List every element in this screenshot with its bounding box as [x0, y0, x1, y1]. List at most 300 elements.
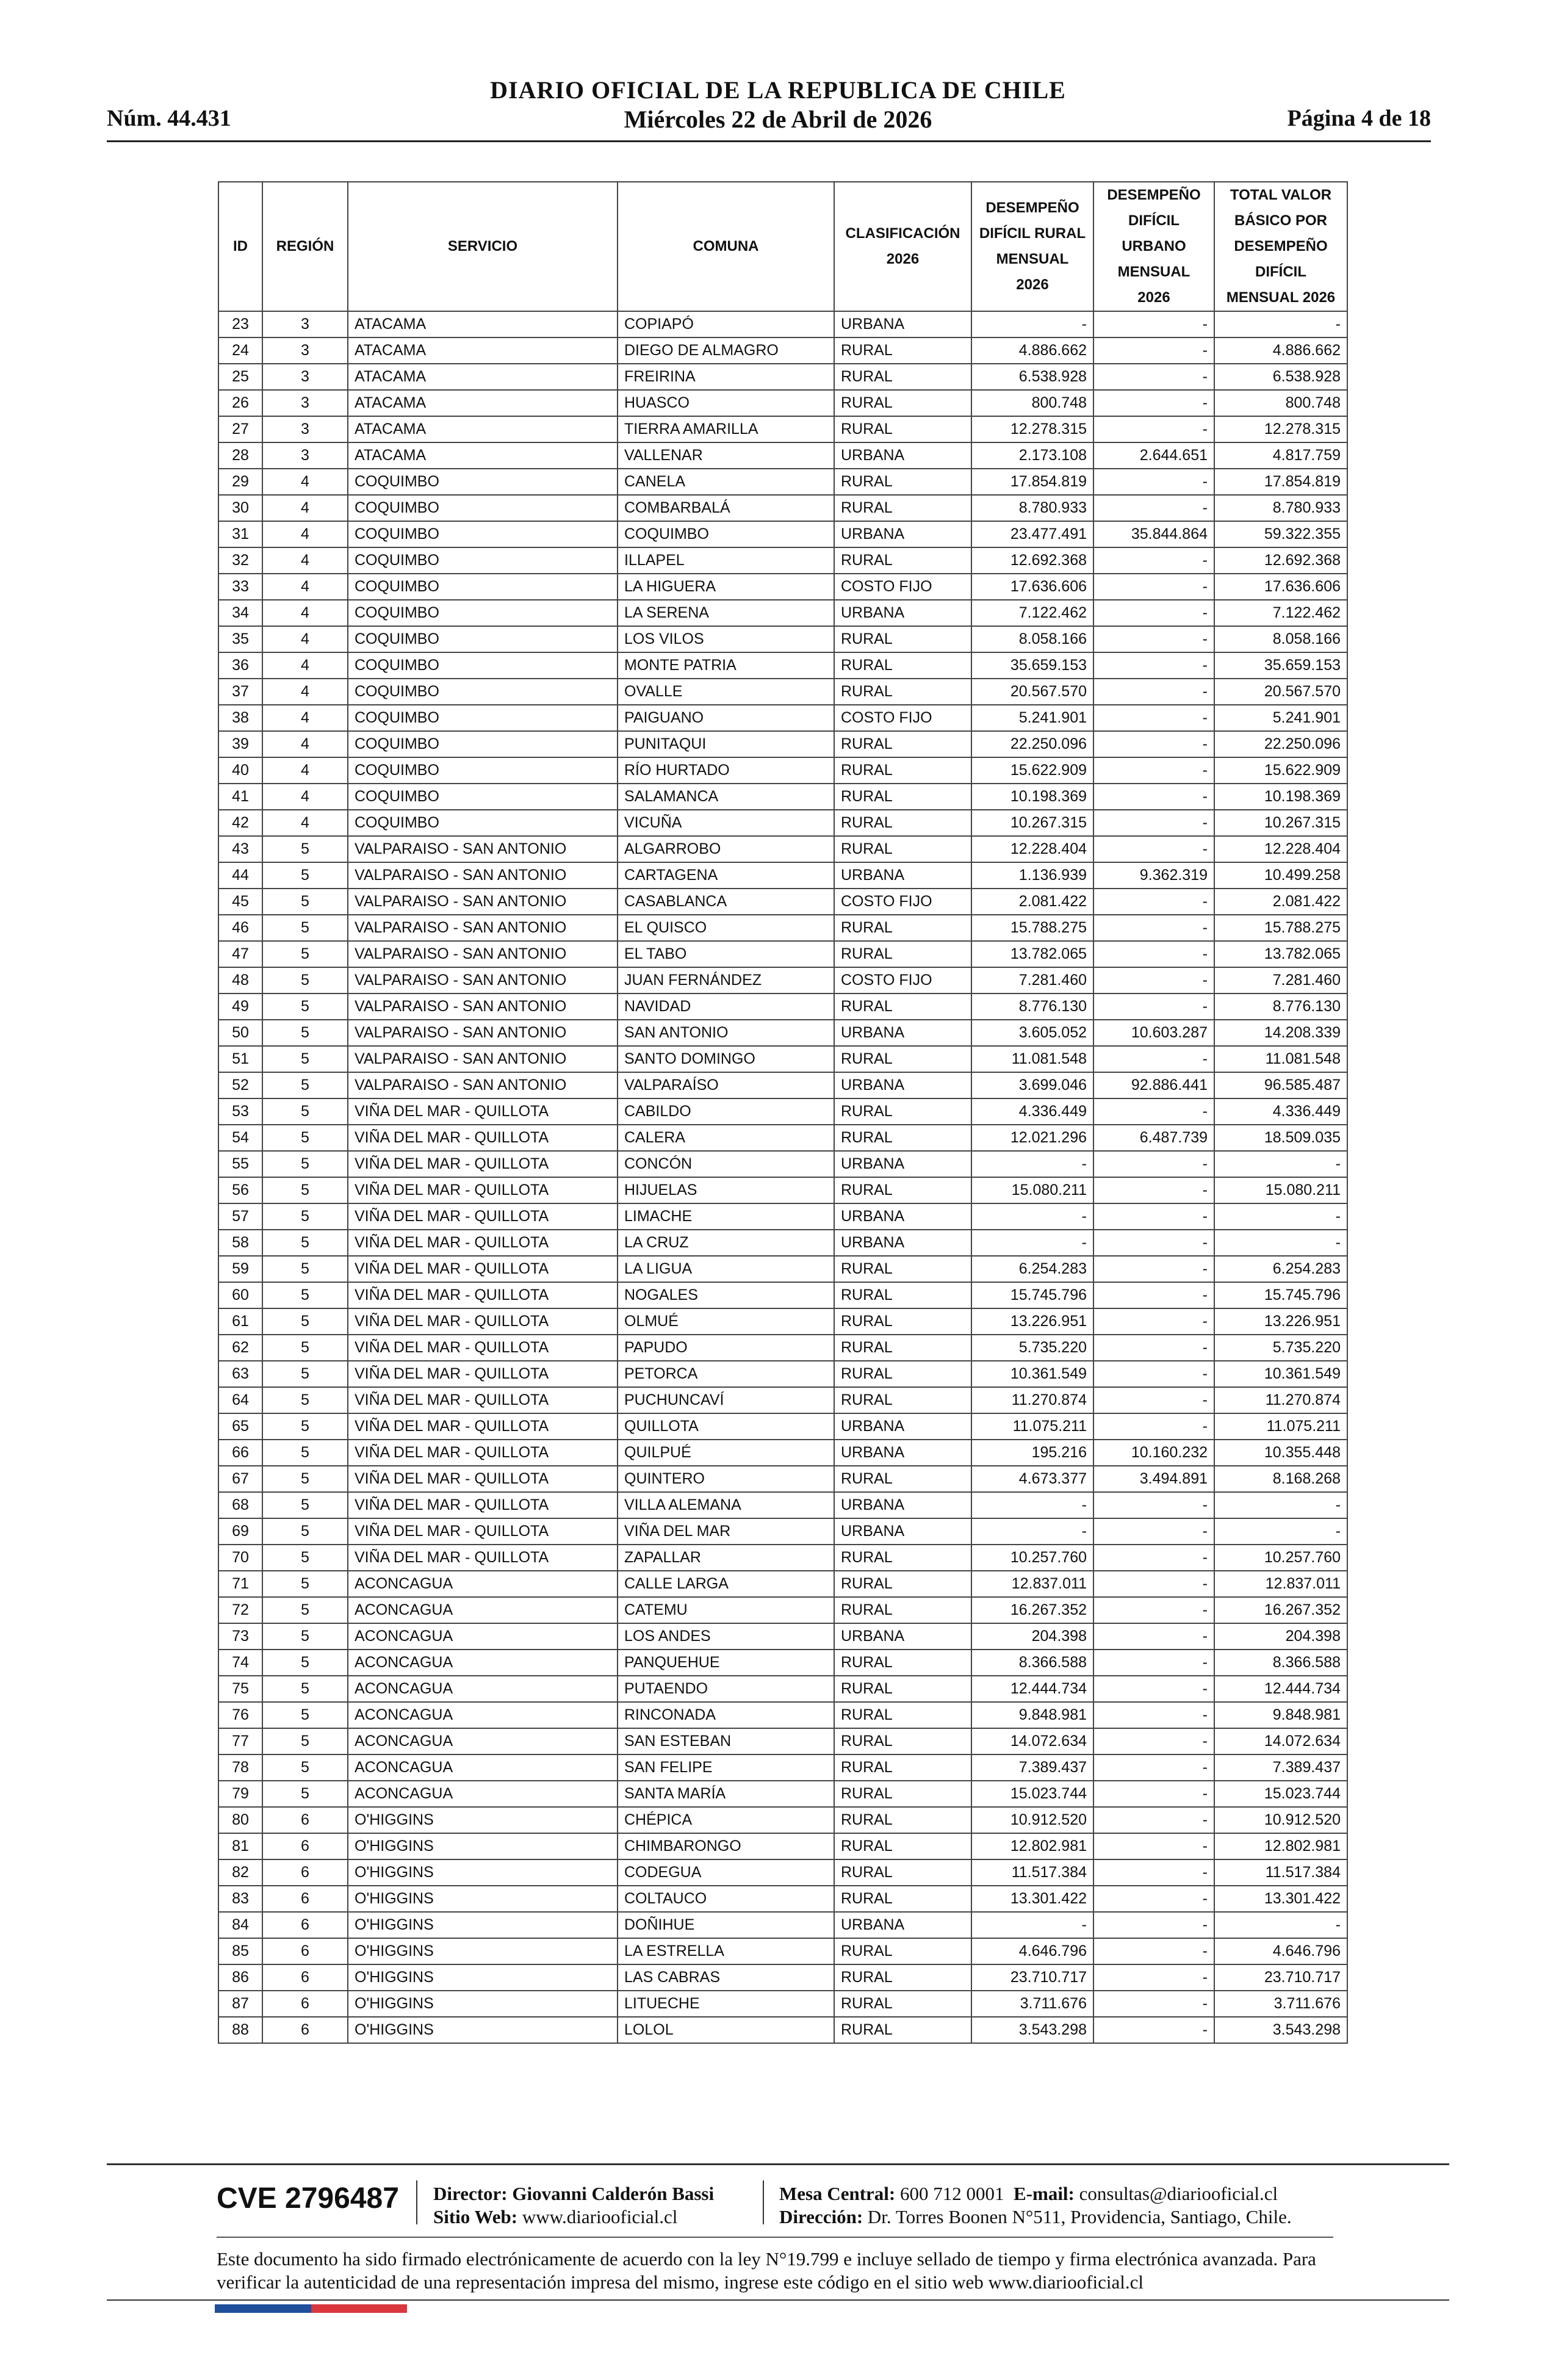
- cell-rural-amount: 13.782.065: [971, 941, 1093, 967]
- cell-urban-amount: -: [1093, 547, 1214, 574]
- cell-total-amount: 10.912.520: [1214, 1807, 1347, 1833]
- table-row: [218, 600, 1347, 626]
- cell-classification: URBANA: [834, 1072, 971, 1098]
- cell-classification: RURAL: [834, 547, 971, 574]
- cell-urban-amount: -: [1093, 1571, 1214, 1597]
- table-row: [218, 1361, 1347, 1387]
- table-row: [218, 1020, 1347, 1046]
- cell-service: VALPARAISO - SAN ANTONIO: [348, 967, 618, 993]
- cell-service: COQUIMBO: [348, 521, 618, 547]
- cve-code: CVE 2796487: [217, 2182, 399, 2215]
- cell-id: 32: [218, 547, 262, 574]
- cell-commune: VIÑA DEL MAR: [618, 1518, 834, 1545]
- cell-region: 5: [262, 993, 348, 1020]
- cell-id: 39: [218, 731, 262, 757]
- cell-rural-amount: 5.735.220: [971, 1335, 1093, 1361]
- table-row: [218, 1046, 1347, 1072]
- cell-total-amount: 11.517.384: [1214, 1859, 1347, 1886]
- cell-rural-amount: 4.336.449: [971, 1098, 1093, 1125]
- cell-service: ATACAMA: [348, 416, 618, 442]
- cell-id: 45: [218, 889, 262, 915]
- cell-commune: HUASCO: [618, 390, 834, 416]
- table-row: [218, 1098, 1347, 1125]
- cell-region: 5: [262, 1335, 348, 1361]
- cell-id: 82: [218, 1859, 262, 1886]
- cell-id: 50: [218, 1020, 262, 1046]
- cell-urban-amount: -: [1093, 679, 1214, 705]
- cell-total-amount: 3.543.298: [1214, 2017, 1347, 2043]
- cell-rural-amount: 15.080.211: [971, 1177, 1093, 1203]
- table-row: [218, 442, 1347, 469]
- cell-service: VIÑA DEL MAR - QUILLOTA: [348, 1177, 618, 1203]
- cell-classification: RURAL: [834, 993, 971, 1020]
- cell-classification: RURAL: [834, 1361, 971, 1387]
- cell-commune: VALPARAÍSO: [618, 1072, 834, 1098]
- cell-rural-amount: 195.216: [971, 1440, 1093, 1466]
- cell-classification: RURAL: [834, 1466, 971, 1492]
- cell-id: 59: [218, 1256, 262, 1282]
- cell-id: 53: [218, 1098, 262, 1125]
- cell-rural-amount: 4.886.662: [971, 337, 1093, 364]
- cell-urban-amount: -: [1093, 1728, 1214, 1754]
- cell-rural-amount: 17.636.606: [971, 574, 1093, 600]
- table-row: [218, 1623, 1347, 1650]
- cell-classification: RURAL: [834, 1676, 971, 1702]
- table-row: [218, 1466, 1347, 1492]
- cell-total-amount: 7.389.437: [1214, 1754, 1347, 1781]
- cell-rural-amount: 8.366.588: [971, 1650, 1093, 1676]
- cell-rural-amount: 2.081.422: [971, 889, 1093, 915]
- cell-rural-amount: 20.567.570: [971, 679, 1093, 705]
- cell-commune: PAPUDO: [618, 1335, 834, 1361]
- cell-total-amount: 15.622.909: [1214, 757, 1347, 784]
- cell-classification: URBANA: [834, 521, 971, 547]
- table-row: [218, 1571, 1347, 1597]
- cell-id: 25: [218, 364, 262, 390]
- cell-service: COQUIMBO: [348, 810, 618, 836]
- cell-classification: RURAL: [834, 1859, 971, 1886]
- cell-rural-amount: 15.788.275: [971, 915, 1093, 941]
- table-row: [218, 1807, 1347, 1833]
- cell-region: 4: [262, 679, 348, 705]
- cell-id: 74: [218, 1650, 262, 1676]
- cell-region: 5: [262, 1466, 348, 1492]
- cell-commune: PETORCA: [618, 1361, 834, 1387]
- cell-rural-amount: 800.748: [971, 390, 1093, 416]
- table-row: [218, 1072, 1347, 1098]
- cell-urban-amount: -: [1093, 705, 1214, 731]
- cell-urban-amount: -: [1093, 889, 1214, 915]
- cell-id: 56: [218, 1177, 262, 1203]
- website-label: Sitio Web:: [433, 2206, 518, 2227]
- cell-id: 83: [218, 1886, 262, 1912]
- cell-rural-amount: 10.267.315: [971, 810, 1093, 836]
- table-row: [218, 1886, 1347, 1912]
- cell-service: VIÑA DEL MAR - QUILLOTA: [348, 1492, 618, 1518]
- cell-region: 5: [262, 1361, 348, 1387]
- cell-urban-amount: 2.644.651: [1093, 442, 1214, 469]
- cell-urban-amount: 3.494.891: [1093, 1466, 1214, 1492]
- cell-region: 5: [262, 1571, 348, 1597]
- cell-commune: ZAPALLAR: [618, 1545, 834, 1571]
- cell-service: VIÑA DEL MAR - QUILLOTA: [348, 1413, 618, 1440]
- cell-total-amount: 13.301.422: [1214, 1886, 1347, 1912]
- cell-classification: RURAL: [834, 836, 971, 862]
- cell-region: 5: [262, 1256, 348, 1282]
- table-row: [218, 390, 1347, 416]
- cell-commune: SALAMANCA: [618, 784, 834, 810]
- cell-total-amount: 10.361.549: [1214, 1361, 1347, 1387]
- cell-service: O'HIGGINS: [348, 1833, 618, 1859]
- cell-total-amount: 8.168.268: [1214, 1466, 1347, 1492]
- cell-rural-amount: -: [971, 1518, 1093, 1545]
- table-row: [218, 1413, 1347, 1440]
- cell-classification: RURAL: [834, 1833, 971, 1859]
- cell-commune: TIERRA AMARILLA: [618, 416, 834, 442]
- cell-id: 64: [218, 1387, 262, 1413]
- cell-rural-amount: 7.389.437: [971, 1754, 1093, 1781]
- cell-id: 75: [218, 1676, 262, 1702]
- footer-inner-divider: [217, 2237, 1333, 2238]
- cell-rural-amount: 12.802.981: [971, 1833, 1093, 1859]
- cell-service: O'HIGGINS: [348, 1886, 618, 1912]
- cell-classification: RURAL: [834, 364, 971, 390]
- cell-id: 73: [218, 1623, 262, 1650]
- cell-service: O'HIGGINS: [348, 1859, 618, 1886]
- column-header: CLASIFICACIÓN 2026: [834, 182, 971, 311]
- cell-urban-amount: -: [1093, 1597, 1214, 1623]
- cell-total-amount: 23.710.717: [1214, 1964, 1347, 1991]
- cell-classification: RURAL: [834, 337, 971, 364]
- cell-region: 5: [262, 836, 348, 862]
- cell-service: ACONCAGUA: [348, 1597, 618, 1623]
- cell-classification: RURAL: [834, 1938, 971, 1964]
- cell-urban-amount: -: [1093, 1046, 1214, 1072]
- table-row: [218, 862, 1347, 889]
- cell-id: 85: [218, 1938, 262, 1964]
- cell-region: 4: [262, 810, 348, 836]
- cell-total-amount: -: [1214, 311, 1347, 337]
- cell-total-amount: 15.745.796: [1214, 1282, 1347, 1308]
- cell-service: O'HIGGINS: [348, 1991, 618, 2017]
- table-row: [218, 1728, 1347, 1754]
- cell-classification: RURAL: [834, 1650, 971, 1676]
- cell-classification: RURAL: [834, 1125, 971, 1151]
- cell-commune: COPIAPÓ: [618, 311, 834, 337]
- cell-urban-amount: 9.362.319: [1093, 862, 1214, 889]
- cell-total-amount: 17.854.819: [1214, 469, 1347, 495]
- cell-rural-amount: 13.301.422: [971, 1886, 1093, 1912]
- cell-region: 5: [262, 1545, 348, 1571]
- cell-id: 80: [218, 1807, 262, 1833]
- cell-urban-amount: -: [1093, 836, 1214, 862]
- cell-commune: LA LIGUA: [618, 1256, 834, 1282]
- cell-id: 31: [218, 521, 262, 547]
- table-row: [218, 1859, 1347, 1886]
- cell-rural-amount: 2.173.108: [971, 442, 1093, 469]
- cell-total-amount: 17.636.606: [1214, 574, 1347, 600]
- cell-id: 81: [218, 1833, 262, 1859]
- cell-service: COQUIMBO: [348, 626, 618, 652]
- address-label: Dirección:: [779, 2206, 863, 2227]
- cell-rural-amount: 14.072.634: [971, 1728, 1093, 1754]
- address-value: Dr. Torres Boonen N°511, Providencia, Santiago, Chile.: [867, 2206, 1292, 2227]
- cell-region: 5: [262, 1282, 348, 1308]
- cell-classification: RURAL: [834, 1282, 971, 1308]
- cell-commune: PUNITAQUI: [618, 731, 834, 757]
- cell-total-amount: 800.748: [1214, 390, 1347, 416]
- cell-region: 6: [262, 1964, 348, 1991]
- cell-commune: CATEMU: [618, 1597, 834, 1623]
- cell-urban-amount: -: [1093, 1807, 1214, 1833]
- cell-id: 33: [218, 574, 262, 600]
- cell-rural-amount: 8.058.166: [971, 626, 1093, 652]
- phone-label: Mesa Central:: [779, 2183, 896, 2204]
- cell-commune: VALLENAR: [618, 442, 834, 469]
- cell-service: VALPARAISO - SAN ANTONIO: [348, 993, 618, 1020]
- cell-total-amount: 35.659.153: [1214, 652, 1347, 679]
- cell-rural-amount: 12.692.368: [971, 547, 1093, 574]
- cell-classification: RURAL: [834, 1886, 971, 1912]
- cell-rural-amount: 23.710.717: [971, 1964, 1093, 1991]
- cell-commune: LOS ANDES: [618, 1623, 834, 1650]
- cell-region: 3: [262, 337, 348, 364]
- cell-classification: URBANA: [834, 600, 971, 626]
- cell-total-amount: -: [1214, 1518, 1347, 1545]
- cell-urban-amount: -: [1093, 1413, 1214, 1440]
- cell-total-amount: 16.267.352: [1214, 1597, 1347, 1623]
- cell-id: 30: [218, 495, 262, 521]
- cell-classification: URBANA: [834, 1203, 971, 1230]
- cell-urban-amount: 10.160.232: [1093, 1440, 1214, 1466]
- cell-classification: RURAL: [834, 1781, 971, 1807]
- cell-urban-amount: -: [1093, 1518, 1214, 1545]
- cell-service: VIÑA DEL MAR - QUILLOTA: [348, 1230, 618, 1256]
- cell-urban-amount: -: [1093, 1859, 1214, 1886]
- cell-id: 46: [218, 915, 262, 941]
- table-row: [218, 1754, 1347, 1781]
- footer-bottom-divider: [107, 2299, 1449, 2301]
- cell-id: 67: [218, 1466, 262, 1492]
- cell-region: 5: [262, 941, 348, 967]
- cell-id: 27: [218, 416, 262, 442]
- table-row: [218, 1203, 1347, 1230]
- cell-total-amount: 4.886.662: [1214, 337, 1347, 364]
- cell-urban-amount: -: [1093, 390, 1214, 416]
- cell-total-amount: 204.398: [1214, 1623, 1347, 1650]
- cell-region: 5: [262, 1125, 348, 1151]
- table-row: [218, 1650, 1347, 1676]
- cell-rural-amount: 35.659.153: [971, 652, 1093, 679]
- table-row: [218, 1991, 1347, 2017]
- cell-commune: JUAN FERNÁNDEZ: [618, 967, 834, 993]
- column-header: REGIÓN: [262, 182, 348, 311]
- cell-id: 38: [218, 705, 262, 731]
- cell-service: VIÑA DEL MAR - QUILLOTA: [348, 1151, 618, 1177]
- table-row: [218, 1440, 1347, 1466]
- cell-region: 5: [262, 1518, 348, 1545]
- table-row: [218, 1938, 1347, 1964]
- cell-total-amount: 15.023.744: [1214, 1781, 1347, 1807]
- cell-commune: CODEGUA: [618, 1859, 834, 1886]
- cell-commune: PUTAENDO: [618, 1676, 834, 1702]
- cell-urban-amount: -: [1093, 1912, 1214, 1938]
- page-number: Página 4 de 18: [1287, 106, 1431, 131]
- footer-separator: [763, 2180, 764, 2224]
- cell-service: COQUIMBO: [348, 652, 618, 679]
- cell-commune: COQUIMBO: [618, 521, 834, 547]
- footer-separator: [416, 2180, 417, 2224]
- cell-id: 37: [218, 679, 262, 705]
- table-row: [218, 889, 1347, 915]
- cell-region: 5: [262, 1387, 348, 1413]
- cell-urban-amount: -: [1093, 1886, 1214, 1912]
- table-row: [218, 1545, 1347, 1571]
- table-row: [218, 731, 1347, 757]
- cell-id: 26: [218, 390, 262, 416]
- cell-urban-amount: -: [1093, 652, 1214, 679]
- cell-total-amount: -: [1214, 1492, 1347, 1518]
- cell-id: 52: [218, 1072, 262, 1098]
- cell-service: COQUIMBO: [348, 679, 618, 705]
- cell-urban-amount: -: [1093, 993, 1214, 1020]
- cell-total-amount: 4.817.759: [1214, 442, 1347, 469]
- cell-service: ACONCAGUA: [348, 1754, 618, 1781]
- cell-total-amount: 4.336.449: [1214, 1098, 1347, 1125]
- cell-region: 5: [262, 1676, 348, 1702]
- column-header: ID: [218, 182, 262, 311]
- cell-region: 4: [262, 574, 348, 600]
- email-label: E-mail:: [1014, 2183, 1075, 2204]
- cell-region: 5: [262, 862, 348, 889]
- cell-total-amount: 96.585.487: [1214, 1072, 1347, 1098]
- cell-classification: RURAL: [834, 1807, 971, 1833]
- cell-classification: COSTO FIJO: [834, 889, 971, 915]
- table-row: [218, 915, 1347, 941]
- cell-rural-amount: 15.023.744: [971, 1781, 1093, 1807]
- cell-commune: PUCHUNCAVÍ: [618, 1387, 834, 1413]
- cell-commune: VICUÑA: [618, 810, 834, 836]
- cell-commune: SAN FELIPE: [618, 1754, 834, 1781]
- cell-service: VALPARAISO - SAN ANTONIO: [348, 915, 618, 941]
- cell-service: VIÑA DEL MAR - QUILLOTA: [348, 1203, 618, 1230]
- cell-id: 51: [218, 1046, 262, 1072]
- cell-commune: COMBARBALÁ: [618, 495, 834, 521]
- cell-rural-amount: 3.711.676: [971, 1991, 1093, 2017]
- cell-commune: EL TABO: [618, 941, 834, 967]
- cell-classification: RURAL: [834, 1702, 971, 1728]
- cell-rural-amount: 13.226.951: [971, 1308, 1093, 1335]
- cell-commune: CHIMBARONGO: [618, 1833, 834, 1859]
- cell-id: 78: [218, 1754, 262, 1781]
- cell-classification: URBANA: [834, 1151, 971, 1177]
- cell-commune: CARTAGENA: [618, 862, 834, 889]
- cell-region: 6: [262, 1807, 348, 1833]
- cell-urban-amount: 6.487.739: [1093, 1125, 1214, 1151]
- cell-classification: RURAL: [834, 941, 971, 967]
- cell-commune: LA ESTRELLA: [618, 1938, 834, 1964]
- cell-id: 48: [218, 967, 262, 993]
- cell-classification: URBANA: [834, 1518, 971, 1545]
- cell-classification: RURAL: [834, 915, 971, 941]
- cell-service: COQUIMBO: [348, 784, 618, 810]
- table-row: [218, 967, 1347, 993]
- cell-urban-amount: -: [1093, 469, 1214, 495]
- email-link[interactable]: consultas@diariooficial.cl: [1079, 2183, 1278, 2204]
- cell-urban-amount: -: [1093, 1623, 1214, 1650]
- table-row: [218, 836, 1347, 862]
- cell-rural-amount: -: [971, 1492, 1093, 1518]
- cell-total-amount: 12.444.734: [1214, 1676, 1347, 1702]
- cell-service: ATACAMA: [348, 337, 618, 364]
- cell-region: 5: [262, 1177, 348, 1203]
- cell-classification: RURAL: [834, 1964, 971, 1991]
- cell-classification: RURAL: [834, 1177, 971, 1203]
- cell-commune: CANELA: [618, 469, 834, 495]
- cell-total-amount: 12.228.404: [1214, 836, 1347, 862]
- table-row: [218, 1177, 1347, 1203]
- cell-classification: RURAL: [834, 390, 971, 416]
- cell-id: 76: [218, 1702, 262, 1728]
- cell-region: 5: [262, 1203, 348, 1230]
- cell-commune: LOS VILOS: [618, 626, 834, 652]
- director-name: Giovanni Calderón Bassi: [512, 2183, 715, 2204]
- cell-total-amount: 9.848.981: [1214, 1702, 1347, 1728]
- cell-urban-amount: -: [1093, 1938, 1214, 1964]
- cell-total-amount: 11.081.548: [1214, 1046, 1347, 1072]
- cell-rural-amount: 12.228.404: [971, 836, 1093, 862]
- cell-total-amount: 20.567.570: [1214, 679, 1347, 705]
- cell-classification: RURAL: [834, 1308, 971, 1335]
- cell-total-amount: 14.072.634: [1214, 1728, 1347, 1754]
- table-row: [218, 574, 1347, 600]
- cell-region: 5: [262, 1781, 348, 1807]
- cell-service: O'HIGGINS: [348, 1807, 618, 1833]
- cell-urban-amount: -: [1093, 941, 1214, 967]
- cell-urban-amount: -: [1093, 1335, 1214, 1361]
- table-row: [218, 1518, 1347, 1545]
- cell-service: ACONCAGUA: [348, 1702, 618, 1728]
- cell-id: 43: [218, 836, 262, 862]
- cell-rural-amount: 22.250.096: [971, 731, 1093, 757]
- cell-total-amount: 13.226.951: [1214, 1308, 1347, 1335]
- table-row: [218, 1676, 1347, 1702]
- cell-service: VIÑA DEL MAR - QUILLOTA: [348, 1256, 618, 1282]
- cell-service: VALPARAISO - SAN ANTONIO: [348, 862, 618, 889]
- cell-urban-amount: -: [1093, 784, 1214, 810]
- cell-total-amount: 3.711.676: [1214, 1991, 1347, 2017]
- cell-service: VALPARAISO - SAN ANTONIO: [348, 1072, 618, 1098]
- cell-region: 6: [262, 1859, 348, 1886]
- cell-total-amount: 8.776.130: [1214, 993, 1347, 1020]
- cell-urban-amount: -: [1093, 626, 1214, 652]
- cell-rural-amount: 4.673.377: [971, 1466, 1093, 1492]
- cell-total-amount: 8.366.588: [1214, 1650, 1347, 1676]
- cell-service: VIÑA DEL MAR - QUILLOTA: [348, 1361, 618, 1387]
- cell-classification: RURAL: [834, 1597, 971, 1623]
- cell-id: 42: [218, 810, 262, 836]
- legal-notice: Este documento ha sido firmado electrónicamente de acuerdo con la ley N°19.799 e incluye sellado de tiempo y firma electrónica avanzada. Para verificar la autenticidad de una representación impresa del mismo, ingrese este código en el sitio web www.diariooficial.cl: [217, 2248, 1316, 2293]
- header-divider: [107, 140, 1431, 142]
- website-link[interactable]: www.diariooficial.cl: [522, 2206, 678, 2227]
- cell-total-amount: 10.355.448: [1214, 1440, 1347, 1466]
- cell-total-amount: 5.735.220: [1214, 1335, 1347, 1361]
- cell-classification: RURAL: [834, 1098, 971, 1125]
- cell-rural-amount: 10.198.369: [971, 784, 1093, 810]
- cell-total-amount: 14.208.339: [1214, 1020, 1347, 1046]
- cell-rural-amount: -: [971, 1230, 1093, 1256]
- cell-region: 5: [262, 1597, 348, 1623]
